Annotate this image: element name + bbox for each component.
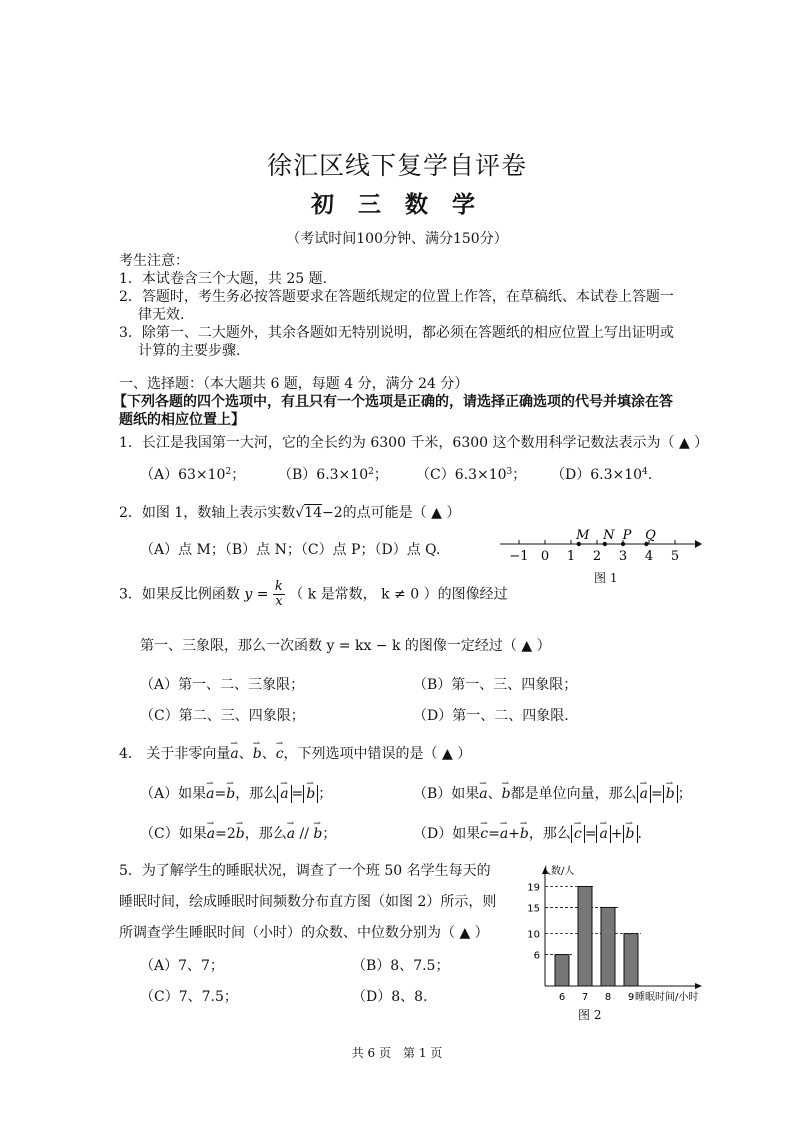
q4-c-parallel: // <box>295 826 314 842</box>
figure-2-caption: 图 2 <box>578 1008 602 1022</box>
q4-d-plus2: + <box>610 826 623 842</box>
q4-a-eq2: = <box>291 786 304 802</box>
hist-x-tick-label: 9 <box>627 992 635 1003</box>
q4-d-vb: ⇀ b <box>520 825 529 843</box>
q4-d-abs-vb: ⇀ b <box>626 825 635 843</box>
q4-d-abs-va: ⇀ a <box>599 825 607 843</box>
q4-c-vb2: ⇀ b <box>313 825 322 843</box>
q4-c-va2: ⇀ a <box>287 825 295 843</box>
q4-d-vc: ⇀ c <box>480 825 488 843</box>
q4-c-two: 2 <box>226 826 236 842</box>
q4-b-eq: = <box>650 786 663 802</box>
number-line-tick-label: 2 <box>592 549 602 562</box>
q4-b-abs-vb: ⇀ b <box>666 785 675 803</box>
q4-c-va: ⇀ a <box>207 825 215 843</box>
hist-y-label: 人数/人 <box>541 866 575 877</box>
number-line-tick-label: 4 <box>644 549 654 562</box>
q4-b-before: （B）如果 <box>413 786 480 802</box>
q4-d-plus: + <box>508 826 520 842</box>
q1-option-b-exp: 2 <box>368 467 374 477</box>
q1-option-c-text: （C）6.3×10 <box>416 467 507 483</box>
q4-option-b <box>413 785 692 803</box>
q4-c-before: （C）如果 <box>140 826 207 842</box>
q2-stem-after: 的点可能是（ ▲ ） <box>342 505 461 521</box>
q4-b-semi: ； <box>677 786 692 802</box>
q3-stem <box>119 580 508 609</box>
q2-stem <box>119 504 460 522</box>
q4-sep-1: 、 <box>238 746 253 762</box>
q4-d-eq: = <box>488 826 500 842</box>
q4-c-eq: = <box>215 826 227 842</box>
paper-title: 徐汇区线下复学自评卷 <box>266 151 527 180</box>
hist-x-arrow <box>695 983 702 989</box>
q1-option-c-exp: 3 <box>506 467 513 477</box>
q1-option-d-text: （D）6.3×10 <box>551 467 643 483</box>
q2-radicand: 14 <box>304 505 323 521</box>
q5-option-a: （A）7、7； <box>140 958 224 974</box>
q1-option-d <box>551 466 652 484</box>
q5-line1: 5．为了解学生的睡眠状况，调查了一个班 50 名学生每天的 <box>119 863 491 879</box>
q4-c-vb: ⇀ b <box>236 825 245 843</box>
q4-a-abs-vb: ⇀ b <box>306 785 315 803</box>
number-line-arrow <box>695 540 702 548</box>
q4-b-abs-a <box>637 785 651 803</box>
q4-a-va: ⇀ a <box>206 785 214 803</box>
q1-option-d-end: . <box>647 467 653 483</box>
q5-line2: 睡眠时间，绘成睡眠时间频数分布直方图（如图 2）所示，则 <box>119 894 497 910</box>
note-2-cont: 律无效. <box>138 307 185 323</box>
q4-a-abs-va: ⇀ a <box>280 785 288 803</box>
number-line-tick-label: 5 <box>670 549 680 562</box>
q5-option-b: （B）8、7.5； <box>352 958 450 974</box>
q4-d-va: ⇀ a <box>500 825 508 843</box>
q4-a-mid: ，那么 <box>235 786 278 802</box>
note-1: 1．本试卷含三个大题，共 25 题. <box>119 271 328 287</box>
q3-func-y: y = <box>244 586 269 603</box>
number-line-tick-label: 0 <box>540 549 550 562</box>
hist-bar <box>555 955 569 986</box>
q4-c-semi: ； <box>322 826 337 842</box>
q4-option-a <box>140 785 332 803</box>
q3-line2: 第一、三象限，那么一次函数 y = kx − k 的图像一定经过（ ▲ ） <box>140 638 551 654</box>
q4-c-mid: ，那么 <box>244 826 287 842</box>
number-line-figure <box>495 522 705 562</box>
q4-d-abs-c <box>571 825 585 843</box>
q3-stem-before: 3．如果反比例函数 <box>119 586 240 603</box>
q3-option-b: （B）第一、三、四象限； <box>413 677 578 693</box>
q1-option-a-text: （A）63×10 <box>140 467 226 483</box>
hist-y-tick-label: 6 <box>533 950 540 962</box>
q4-d-abs-a <box>596 825 610 843</box>
note-3: 3．除第一、二大题外，其余各题如无特别说明，都必须在答题纸的相应位置上写出证明或 <box>119 325 674 341</box>
q3-option-d: （D）第一、二、四象限. <box>413 708 569 724</box>
hist-x-tick-label: 7 <box>581 992 589 1003</box>
hist-x-tick-label: 6 <box>558 992 566 1003</box>
q4-a-abs-b <box>303 785 318 803</box>
q4-a-abs-a <box>277 785 291 803</box>
notes-heading: 考生注意： <box>119 253 189 269</box>
page-footer: 共 6 页 第 1 页 <box>351 1046 443 1060</box>
q4-a-before: （A）如果 <box>140 786 207 802</box>
q4-a-semi: ； <box>318 786 333 802</box>
figure-1-caption: 图 1 <box>594 571 618 585</box>
vector-a: ⇀ a <box>230 745 238 763</box>
number-line-point-label: P <box>622 528 632 543</box>
q4-b-mid: 都是单位向量，那么 <box>510 786 637 802</box>
number-line-tick-label: 3 <box>618 549 628 562</box>
vector-b: ⇀ b <box>253 745 262 763</box>
number-line-tick-label: −1 <box>509 549 529 562</box>
q4-d-dot: . <box>637 826 642 842</box>
q4-d-abs-b <box>623 825 638 843</box>
q4-option-c <box>140 825 336 843</box>
q1-option-b <box>278 466 388 484</box>
q3-option-a: （A）第一、二、三象限； <box>140 677 305 693</box>
q4-a-eq: = <box>214 786 227 802</box>
q3-frac-num: k <box>274 579 283 594</box>
q2-stem-before: 2．如图 1，数轴上表示实数 <box>119 505 296 521</box>
q1-option-a-exp: 2 <box>225 467 232 477</box>
q1-option-a-end: ； <box>231 467 246 483</box>
q1-stem: 1．长江是我国第一大河，它的全长约为 6300 千米，6300 这个数用科学记数法表示为（ ▲ ） <box>119 435 709 451</box>
q1-option-d-exp: 4 <box>642 467 648 477</box>
q4-sep-2: 、 <box>261 746 276 762</box>
q4-b-abs-b <box>663 785 678 803</box>
exam-info: （考试时间100分钟、满分150分） <box>286 231 508 247</box>
hist-x-label: 睡眠时间/小时 <box>635 992 699 1003</box>
q1-option-c <box>416 466 526 484</box>
q5-option-c: （C）7、7.5； <box>140 989 238 1005</box>
q4-d-eq2: = <box>584 826 597 842</box>
q4-b-abs-va: ⇀ a <box>640 785 648 803</box>
q4-stem-before: 4. 关于非零向量 <box>119 746 231 762</box>
hist-bar <box>578 886 592 986</box>
q4-option-d <box>413 825 642 843</box>
q4-d-before: （D）如果 <box>413 826 481 842</box>
q4-b-vb: ⇀ b <box>502 785 511 803</box>
hist-y-tick-label: 15 <box>527 903 540 915</box>
section1-heading: 一、选择题：（本大题共 6 题，每题 4 分，满分 24 分） <box>119 376 469 392</box>
note-3-cont: 计算的主要步骤. <box>138 343 241 359</box>
q5-line3: 所调查学生睡眠时间（小时）的众数、中位数分别为（ ▲ ） <box>119 925 489 941</box>
number-line-tick-label: 1 <box>566 549 576 562</box>
hist-bar <box>601 907 615 986</box>
q4-d-abs-vc: ⇀ c <box>574 825 582 843</box>
number-line-point-label: M <box>576 528 590 543</box>
vector-c: ⇀ c <box>276 745 284 763</box>
q4-b-comma: 、 <box>487 786 502 802</box>
q4-b-va: ⇀ a <box>479 785 487 803</box>
q1-option-c-end: ； <box>512 467 527 483</box>
hist-x-tick-label: 8 <box>604 992 612 1003</box>
q3-frac-den: x <box>275 594 283 609</box>
number-line-point-label: N <box>603 528 615 543</box>
q4-d-mid: ，那么 <box>528 826 571 842</box>
section1-instruction-1: 【下列各题的四个选项中，有且只有一个选项是正确的，请选择正确选项的代号并填涂在答 <box>113 394 673 410</box>
q5-option-d: （D）8、8. <box>352 989 428 1005</box>
q1-option-a <box>140 466 245 484</box>
q2-minus: −2 <box>322 505 343 521</box>
number-line-point-label: Q <box>645 528 656 543</box>
q4-stem <box>119 745 471 763</box>
q4-stem-after: ，下列选项中错误的是（ ▲ ） <box>283 746 472 762</box>
q3-stem-after: （ k 是常数， k ≠ 0 ）的图像经过 <box>289 586 508 603</box>
q2-options: （A）点 M；（B）点 N；（C）点 P；（D）点 Q. <box>140 542 441 558</box>
subject-title: 初 三 数 学 <box>310 192 484 218</box>
q3-option-c: （C）第二、三、四象限； <box>140 708 305 724</box>
histogram-figure <box>515 862 705 1004</box>
hist-y-tick-label: 19 <box>527 882 540 894</box>
sqrt-sign: √ <box>295 505 305 521</box>
hist-bar <box>624 934 638 986</box>
q3-fraction <box>273 580 285 609</box>
note-2: 2．答题时，考生务必按答题要求在答题纸规定的位置上作答，在草稿纸、本试卷上答题一 <box>119 289 674 305</box>
q1-option-b-text: （B）6.3×10 <box>278 467 369 483</box>
section1-instruction-2: 题纸的相应位置上】 <box>119 412 245 428</box>
q1-option-b-end: ； <box>373 467 388 483</box>
hist-y-tick-label: 10 <box>527 929 540 941</box>
q4-a-vb: ⇀ b <box>226 785 235 803</box>
